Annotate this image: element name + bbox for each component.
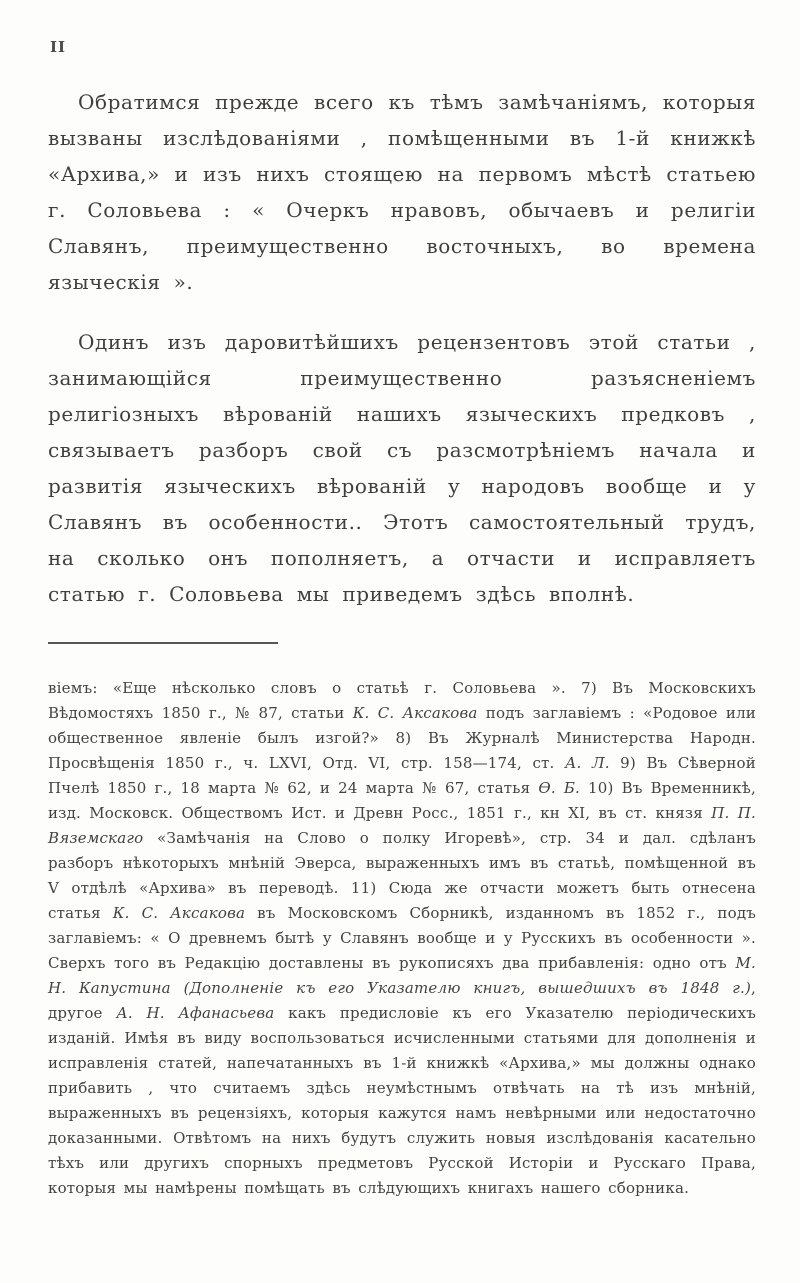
main-text xyxy=(48,84,756,612)
paragraph-2: Одинъ изъ даровитѣйшихъ рецензентовъ этой статьи , занимающійся преимущественно разъясненіемъ религіозныхъ вѣрованій нашихъ языческихъ предковъ , связываетъ разборъ свой съ разсмотрѣніемъ начала и развитія языческихъ вѣрованій у народовъ вообще и у Славянъ въ особенности.. Этотъ самостоятельный трудъ, на сколько онъ пополняетъ, а отчасти и исправляетъ статью г. Соловьева мы приведемъ здѣсь вполнѣ. xyxy=(48,330,756,606)
page-number: II xyxy=(50,38,67,56)
footnote-separator-rule xyxy=(48,642,278,644)
paragraph-1: Обратимся прежде всего къ тѣмъ замѣчаніямъ, которыя вызваны изслѣдованіями , помѣщенными въ 1-й книжкѣ «Архива,» и изъ нихъ стоящею на первомъ мѣстѣ статьею г. Соловьева : « Очеркъ нравовъ, обычаевъ и религіи Славянъ, преимущественно восточныхъ, во времена языческія ». xyxy=(48,90,756,294)
footnote-text: віемъ: «Еще нѣсколько словъ о статьѣ г. Соловьева ». 7) Въ Московскихъ Вѣдомостяхъ 1850 г., № 87, статьи К. С. Аксакова подъ заглавіемъ : «Родовое или общественное явленіе былъ изгой?» 8) Въ Журналѣ Министерства Народн. Просвѣщенія 1850 г., ч. LXVI, Отд. VI, стр. 158—174, ст. А. Л. 9) Въ Сѣверной Пчелѣ 1850 г., 18 марта № 62, и 24 марта № 67, статья Ѳ. Б. 10) Въ Временникѣ, изд. Московск. Обществомъ Ист. и Древн Росс., 1851 г., кн XI, въ ст. князя П. П. Вяземскаго «Замѣчанія на Слово о полку Игоревѣ», стр. 34 и дал. сдѣланъ разборъ нѣкоторыхъ мнѣній Эверса, выраженныхъ имъ въ статьѣ, помѣщенной въ V отдѣлѣ «Архива» въ переводѣ. 11) Сюда же отчасти можетъ быть отнесена статья К. С. Аксакова въ Московскомъ Сборникѣ, изданномъ въ 1852 г., подъ заглавіемъ: « О древнемъ бытѣ у Славянъ вообще и у Русскихъ въ особенности ». Сверхъ того въ Редакцію доставлены въ рукописяхъ два прибавленія: одно отъ М. Н. Капустина (Дополненіе къ его Указателю книгъ, вышедшихъ въ 1848 г.), другое А. Н. Афанасьева какъ предисловіе къ его Указателю періодическихъ изданій. Имѣя въ виду воспользоваться исчисленными статьями для дополненія и исправленія статей, напечатанныхъ въ 1-й книжкѣ «Архива,» мы должны однако прибавить , что считаемъ здѣсь неумѣстнымъ отвѣчать на тѣ изъ мнѣній, выраженныхъ въ рецензіяхъ, которыя кажутся намъ невѣрными или недостаточно доказанными. Отвѣтомъ на нихъ будутъ служить новыя изслѣдованія касательно тѣхъ или другихъ спорныхъ предметовъ Русской Исторіи и Русскаго Права, которыя мы намѣрены помѣщать въ слѣдующихъ книгахъ нашего сборника. xyxy=(48,679,757,1197)
